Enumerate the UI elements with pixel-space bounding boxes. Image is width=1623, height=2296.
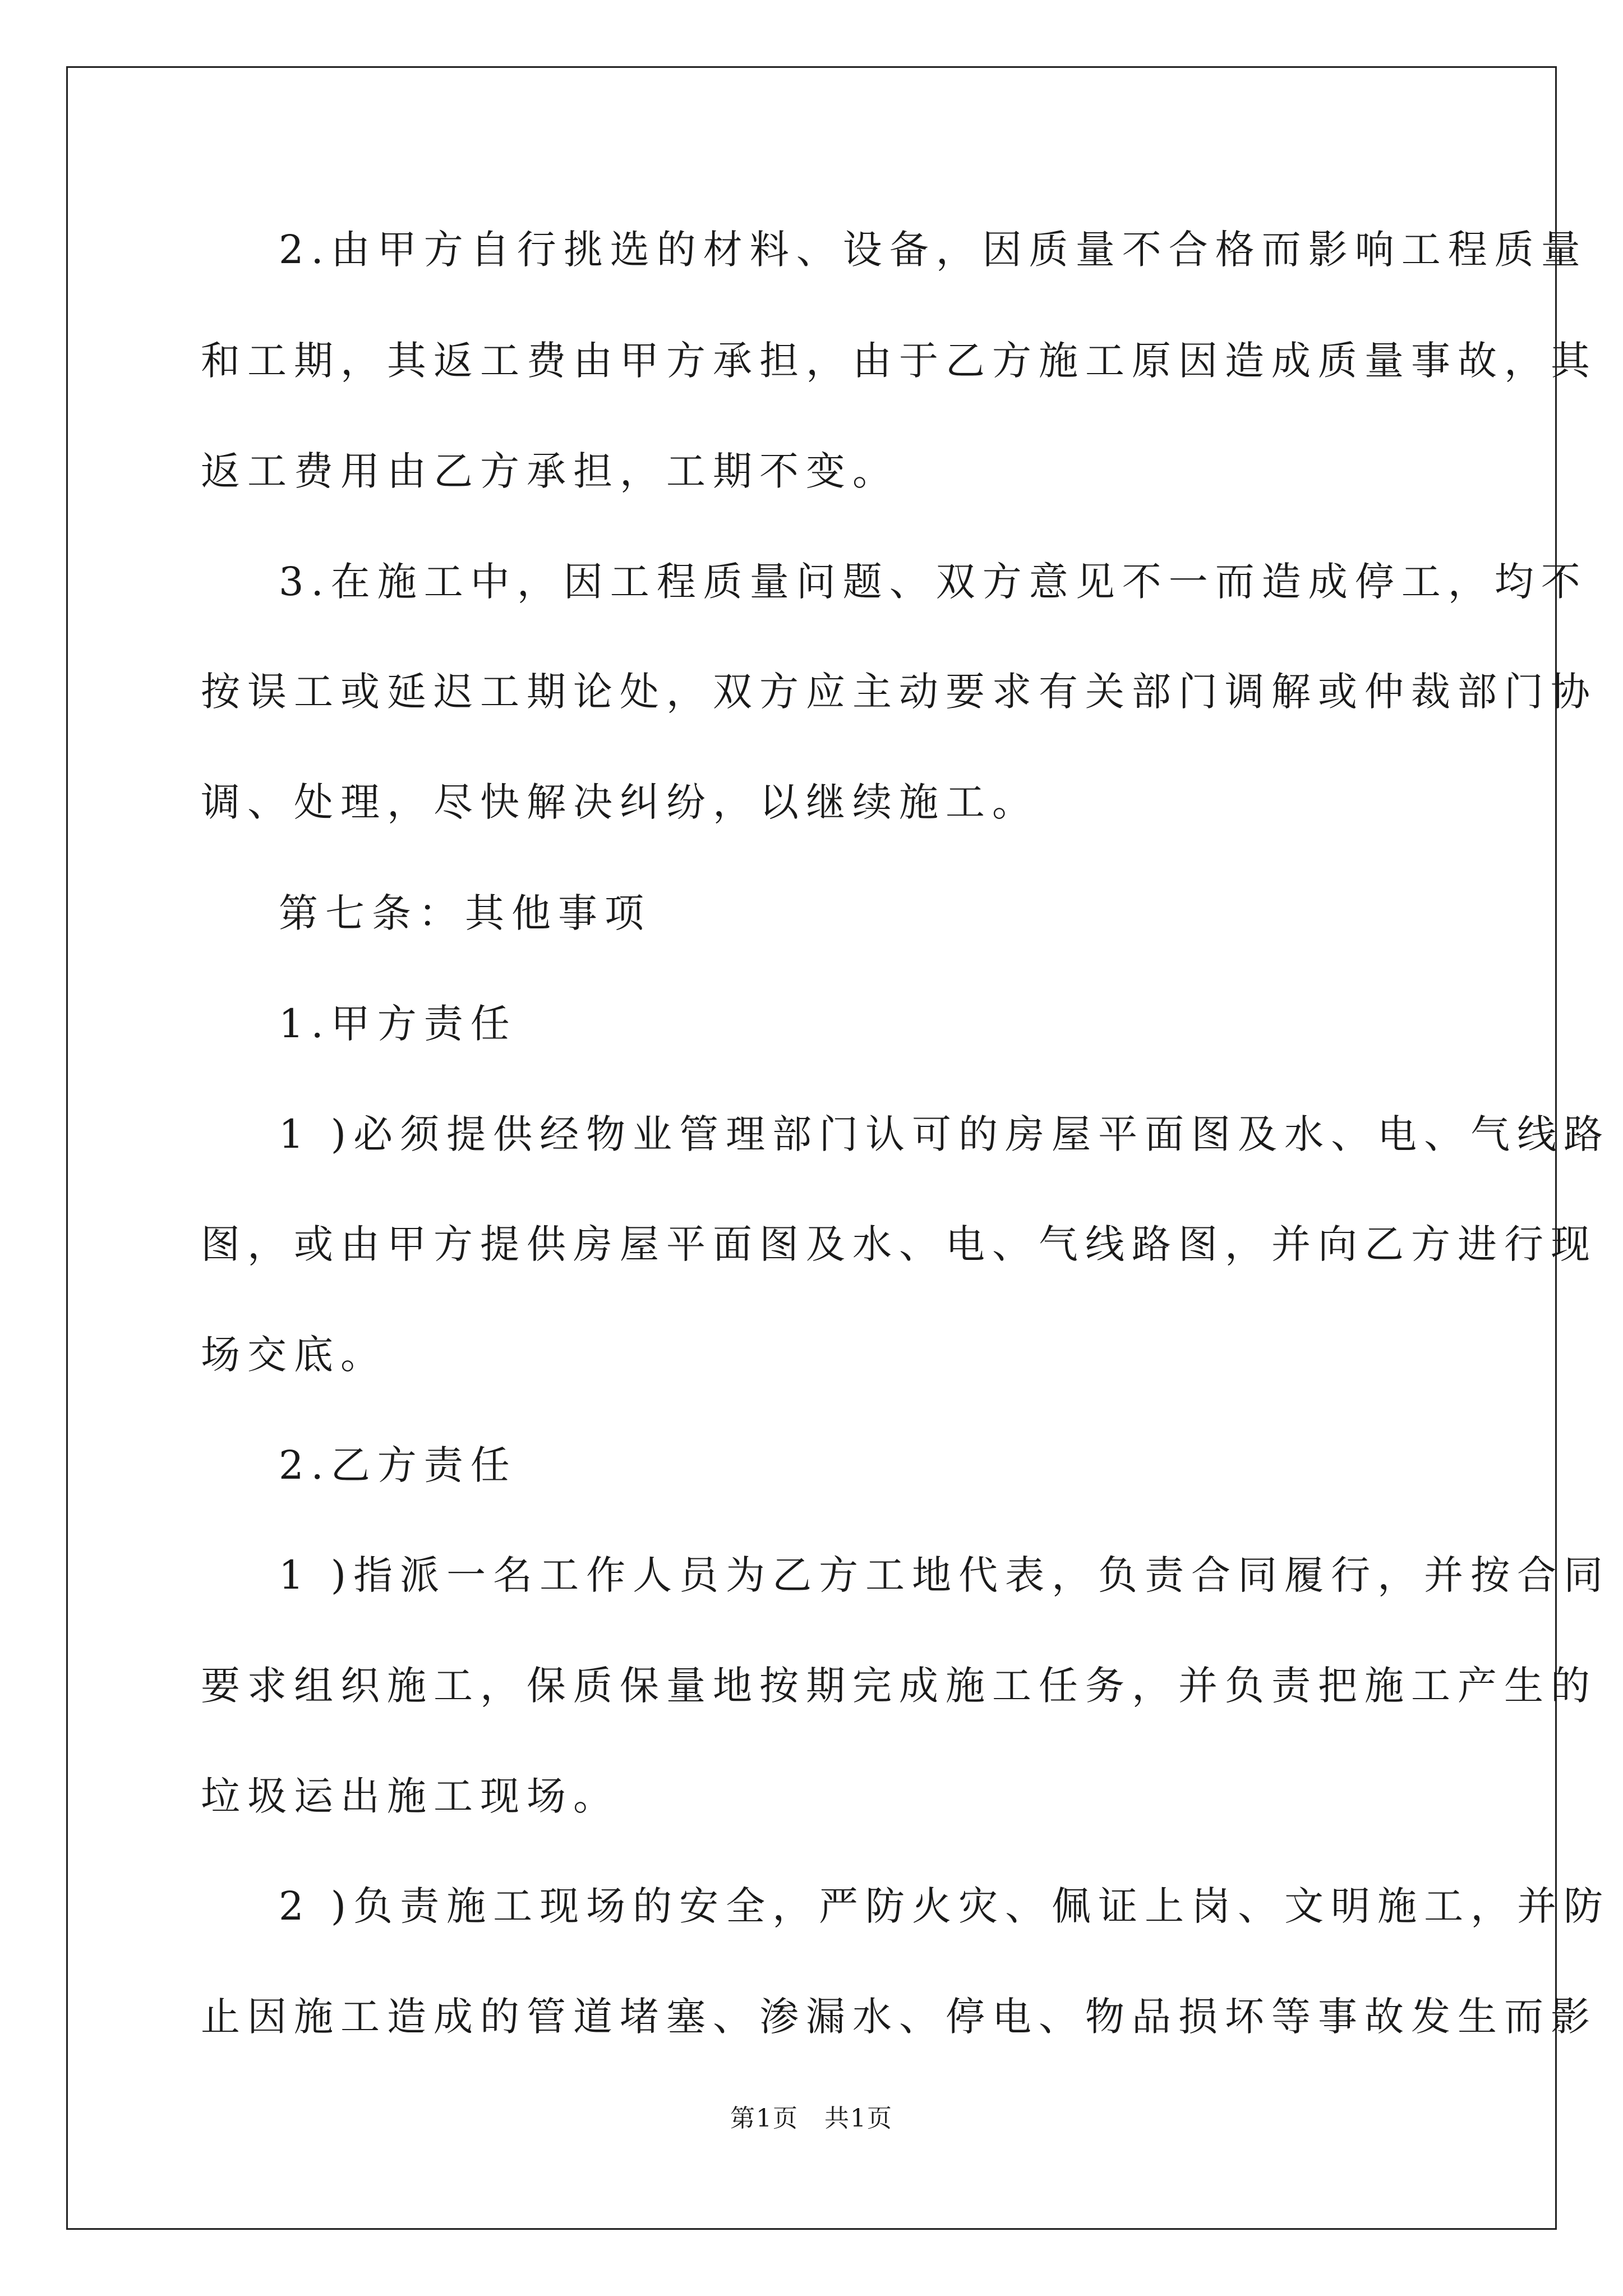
paragraph-line: 图，或由甲方提供房屋平面图及水、电、气线路图，并向乙方进行现 [201,1221,1597,1267]
paragraph-line: 1 )指派一名工作人员为乙方工地代表，负责合同履行，并按合同 [279,1552,1611,1598]
paragraph-line: 止因施工造成的管道堵塞、渗漏水、停电、物品损坏等事故发生而影 [201,1994,1597,2040]
section-heading: 第七条：其他事项 [279,890,651,936]
paragraph-line: 2 )负责施工现场的安全，严防火灾、佩证上岗、文明施工，并防 [279,1883,1611,1929]
subsection-heading: 1.甲方责任 [279,1001,517,1047]
paragraph-line: 场交底。 [201,1332,387,1378]
paragraph-line: 要求组织施工，保质保量地按期完成施工任务，并负责把施工产生的 [201,1663,1597,1709]
page-number-footer: 第1页 共1页 [730,2104,893,2133]
paragraph-line: 垃圾运出施工现场。 [201,1773,620,1819]
paragraph-line: 返工费用由乙方承担，工期不变。 [201,448,899,494]
paragraph-line: 3.在施工中，因工程质量问题、双方意见不一而造成停工，均不 [279,559,1588,605]
paragraph-line: 2.由甲方自行挑选的材料、设备，因质量不合格而影响工程质量 [279,227,1588,273]
paragraph-line: 调、处理，尽快解决纠纷，以继续施工。 [201,779,1039,825]
paragraph-line: 1 )必须提供经物业管理部门认可的房屋平面图及水、电、气线路 [279,1111,1611,1157]
paragraph-line: 和工期，其返工费由甲方承担，由于乙方施工原因造成质量事故，其 [201,338,1597,384]
subsection-heading: 2.乙方责任 [279,1442,517,1488]
paragraph-line: 按误工或延迟工期论处，双方应主动要求有关部门调解或仲裁部门协 [201,669,1597,715]
